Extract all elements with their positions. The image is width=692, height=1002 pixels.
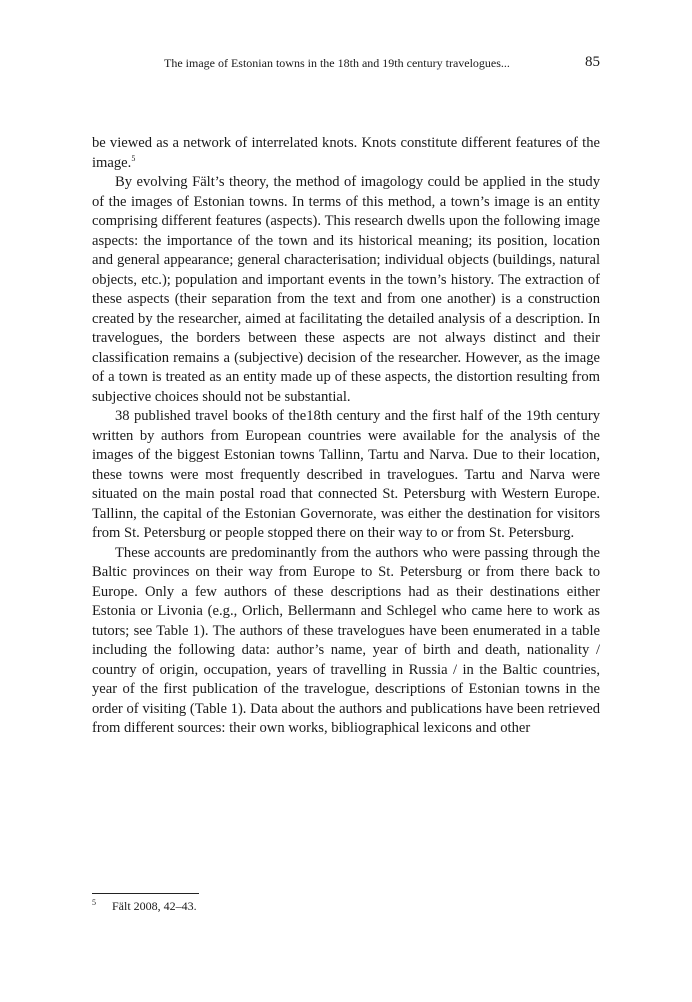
running-header bbox=[92, 55, 600, 73]
footnote-reference: 5 bbox=[131, 153, 136, 163]
page-number: 85 bbox=[585, 54, 600, 70]
footnote-divider bbox=[92, 893, 199, 894]
paragraph-1 bbox=[92, 134, 600, 173]
paragraph-2: By evolving Fält’s theory, the method of imagology could be applied in the study of the images of Estonian towns. In terms of this method, a town’s image is an entity comprising different features (aspects). This research dwells upon the following image aspects: the importance of the town and its historical meaning; its position, location and general appearance; general characterisation; individual objects (buildings, natural objects, etc.); population and important events in the town’s history. The extraction of these aspects (their separation from the text and from one another) is a construction created by the researcher, aimed at facilitating the detailed analysis of a description. In travelogues, the borders between these aspects are not always distinct and their classification remains a (subjective) decision of the researcher. However, as the image of a town is treated as an entity made up of these aspects, the distortion resulting from subjective choices should not be substantial. bbox=[92, 174, 600, 405]
paragraph-1-text: be viewed as a network of interrelated knots. Knots constitute different features of the image. bbox=[92, 135, 600, 171]
footnote-mark: 5 bbox=[92, 898, 96, 907]
body-text bbox=[92, 134, 600, 739]
paragraph-3: 38 published travel books of the18th century and the first half of the 19th century written by authors from European countries were available for the analysis of the images of the biggest Estonian towns Tallinn, Tartu and Narva. Due to their location, these towns were most frequently described in travelogues. Tartu and Narva were situated on the main postal road that connected St. Petersburg with Western Europe. Tallinn, the capital of the Estonian Governorate, was either the destination for visitors from St. Petersburg or people stopped there on their way to or from St. Petersburg. bbox=[92, 408, 600, 541]
footnote-text: Fält 2008, 42–43. bbox=[112, 899, 197, 913]
running-title: The image of Estonian towns in the 18th and 19th century travelogues... bbox=[164, 56, 510, 70]
paragraph-4: These accounts are predominantly from the authors who were passing through the Baltic provinces on their way from Europe to St. Petersburg or from there back to Europe. Only a few authors of these descriptions had as their destinations either Estonia or Livonia (e.g., Orlich, Bellermann and Schlegel who came here to work as tutors; see Table 1). The authors of these travelogues have been enumerated in a table including the following data: author’s name, year of birth and death, nationality / country of origin, occupation, years of travelling in Russia / in the Baltic countries, year of the first publication of the travelogue, descriptions of Estonian towns in the order of visiting (Table 1). Data about the authors and publications have been retrieved from different sources: their own works, bibliographical lexicons and other bbox=[92, 544, 600, 736]
footnote bbox=[92, 898, 600, 914]
